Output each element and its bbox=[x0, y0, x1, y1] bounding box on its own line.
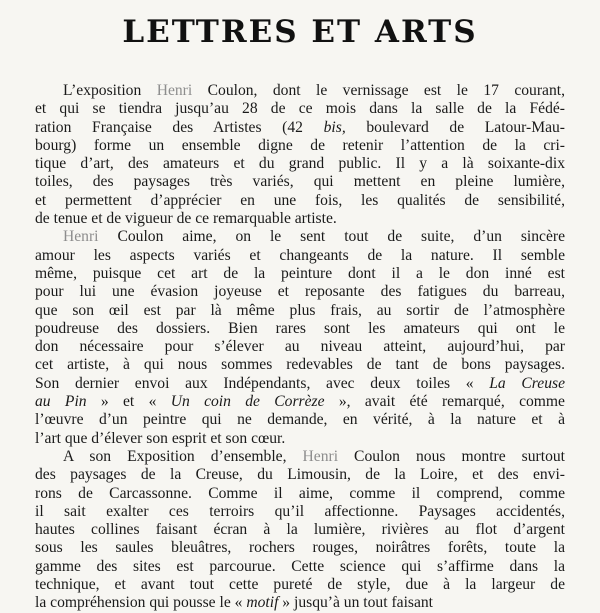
text-line bbox=[35, 466, 565, 484]
text-line bbox=[35, 393, 565, 411]
text-line bbox=[35, 539, 565, 557]
text-line bbox=[35, 247, 565, 265]
text-line bbox=[35, 521, 565, 539]
highlighted-name: Henri bbox=[63, 228, 99, 246]
text-segment: L’exposition bbox=[63, 82, 157, 99]
text-segment: cet artiste, à qui nous sommes redevables de tant de bons paysages. bbox=[35, 356, 565, 374]
article-paragraph bbox=[35, 448, 565, 613]
text-line bbox=[35, 302, 565, 320]
text-line bbox=[35, 356, 565, 374]
text-line bbox=[35, 576, 565, 594]
text-line bbox=[35, 210, 565, 228]
text-segment: amour les aspects variés et changeants de la nature. Il semble bbox=[35, 246, 565, 264]
text-segment: gamme des sites est parcourue. Cette science qui s’affirme dans la bbox=[35, 557, 565, 575]
article-body bbox=[35, 82, 565, 613]
text-line bbox=[35, 430, 565, 448]
text-line bbox=[35, 594, 565, 612]
text-line bbox=[35, 503, 565, 521]
text-line bbox=[35, 173, 565, 191]
text-segment: l’œuvre d’un peintre qui ne demande, en vérité, à la nature et à bbox=[35, 411, 565, 429]
text-segment: don nécessaire pour s’élever au niveau atteint, aujourd’hui, par bbox=[35, 338, 565, 356]
text-line bbox=[35, 192, 565, 210]
highlighted-name: Henri bbox=[302, 447, 339, 465]
text-segment: il sait exalter ces terroirs qu’il affectionne. Paysages accidentés, bbox=[35, 502, 565, 520]
text-segment: Son dernier envoi aux Indépendants, avec deux toiles « bbox=[35, 374, 490, 392]
text-segment: que son œil est par là même plus frais, au sortir de l’atmosphère bbox=[35, 301, 565, 319]
italic-text: Un coin de Corrèze bbox=[170, 393, 325, 411]
text-segment: Coulon, dont le vernissage est le 17 courant, bbox=[192, 82, 565, 99]
text-segment: et qui se tiendra jusqu’au 28 de ce mois dans la salle de la Fédé- bbox=[35, 100, 565, 118]
text-segment: ration Française des Artistes (42 bbox=[35, 118, 324, 136]
text-segment: des paysages de la Creuse, du Limousin, de la Loire, et des envi- bbox=[35, 466, 565, 484]
text-segment: hautes collines faisant écran à la lumière, rivières au flot d’argent bbox=[35, 521, 565, 539]
text-segment: » et « bbox=[86, 393, 171, 411]
text-segment: l’art que d’élever son esprit et son cœur. bbox=[35, 429, 286, 447]
text-line bbox=[35, 82, 565, 100]
text-segment: Coulon nous montre surtout bbox=[338, 447, 565, 465]
text-segment: A son Exposition d’ensemble, bbox=[63, 447, 303, 465]
text-line bbox=[35, 320, 565, 338]
text-line bbox=[35, 338, 565, 356]
text-line bbox=[35, 558, 565, 576]
text-line bbox=[35, 375, 565, 393]
italic-text: La Creuse bbox=[489, 374, 565, 392]
text-line bbox=[35, 283, 565, 301]
text-segment: » jusqu’à un tout faisant bbox=[278, 594, 434, 612]
text-segment: tique d’art, des amateurs et du grand public. Il y a là soixante-dix bbox=[35, 155, 565, 173]
text-segment: technique, et avant tout cette pureté de style, due à la largeur de bbox=[35, 576, 565, 594]
italic-text: motif bbox=[246, 594, 279, 612]
article-paragraph bbox=[35, 82, 565, 228]
text-segment: bourg) forme un ensemble digne de retenir l’attention de la cri- bbox=[35, 136, 565, 154]
text-segment: et permettent d’apprécier en une fois, les qualités de sensibilité, bbox=[35, 191, 565, 209]
text-segment: la compréhension qui pousse le « bbox=[35, 594, 247, 612]
text-segment: Coulon aime, on le sent tout de suite, d’un sincère bbox=[98, 228, 565, 246]
text-line bbox=[35, 137, 565, 155]
italic-text: bis, bbox=[323, 118, 346, 136]
text-line bbox=[35, 411, 565, 429]
italic-text: au Pin bbox=[35, 393, 87, 411]
text-segment: », avait été remarqué, comme bbox=[324, 393, 565, 411]
text-segment: poudreuse des dossiers. Bien rares sont les amateurs qui ont le bbox=[35, 319, 565, 337]
text-line bbox=[35, 228, 565, 246]
text-line bbox=[35, 100, 565, 118]
text-line bbox=[35, 119, 565, 137]
text-segment: même, puisque cet art de la peinture dont il a le don inné est bbox=[35, 264, 565, 282]
text-segment: de tenue et de vigueur de ce remarquable artiste. bbox=[35, 210, 337, 228]
highlighted-name: Henri bbox=[156, 82, 193, 99]
text-segment: rons de Carcassonne. Comme il aime, comme il comprend, comme bbox=[35, 484, 565, 502]
text-line bbox=[35, 155, 565, 173]
text-line bbox=[35, 485, 565, 503]
text-line bbox=[35, 448, 565, 466]
text-segment: sous les saules bleuâtres, rochers rouges, noirâtres forêts, toute la bbox=[35, 539, 565, 557]
text-segment: toiles, des paysages très variés, qui mettent en pleine lumière, bbox=[35, 173, 565, 191]
article-paragraph bbox=[35, 228, 565, 448]
text-segment: pour lui une évasion joyeuse et reposante des fatigues du barreau, bbox=[35, 283, 565, 301]
article-title: LETTRES ET ARTS bbox=[122, 14, 478, 50]
text-line bbox=[35, 265, 565, 283]
text-segment: boulevard de Latour-Mau- bbox=[345, 118, 565, 136]
